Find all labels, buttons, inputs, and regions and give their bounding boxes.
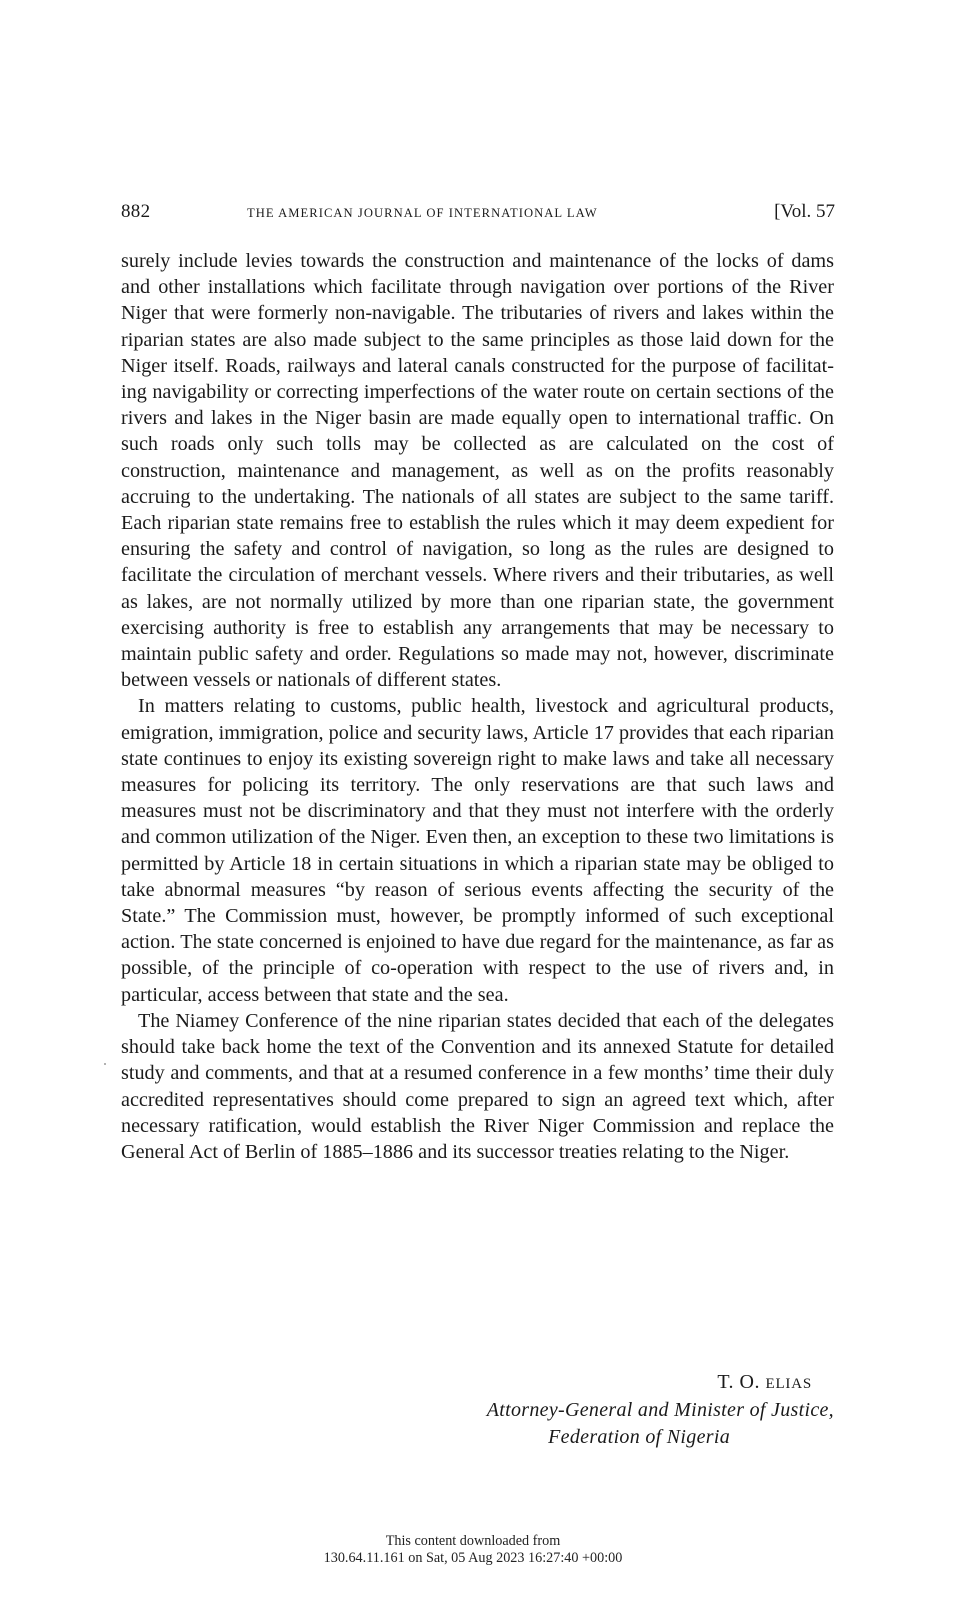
footer-line-2: 130.64.11.161 on Sat, 05 Aug 2023 16:27:40 +00:00 bbox=[323, 1549, 623, 1566]
download-footer bbox=[0, 1533, 946, 1566]
footer-line-1: This content downloaded from bbox=[385, 1533, 561, 1549]
author-organization: Federation of Nigeria bbox=[548, 1426, 730, 1448]
running-title: THE AMERICAN JOURNAL OF INTERNATIONAL LAW bbox=[247, 206, 598, 220]
paragraph-2: In matters relating to customs, public health, livestock and agricultural products, emigration, immigration, police and security laws, Article 17 provides that each riparian state continues to enjoy its existing sovereign right to make laws and take all necessary measures for policing its territory. The only reservations are that such laws and measures must not be discriminatory and that they must not interfere with the orderly and common utilization of the Niger. Even then, an exception to these two limitations is permitted by Article 18 in certain situations in which a riparian state may be obliged to take abnormal measures “by reason of serious events affecting the security of the State.” The Commission must, however, be promptly informed of such exceptional action. The state concerned is enjoined to have due regard for the maintenance, as far as possible, of the principle of co-operation with respect to the use of rivers and, in particular, access between that state and the sea. bbox=[121, 695, 834, 1006]
paragraph-3: The Niamey Conference of the nine riparian states decided that each of the delegates should take back home the text of the Convention and its annexed Statute for detailed study and comments, and that at a resumed conference in a few months’ time their duly accredited representatives should come prepared to sign an agreed text which, after necessary ratification, would establish the River Niger Commission and replace the General Act of Berlin of 1885–1886 and its successor treaties relating to the Niger. bbox=[121, 1009, 834, 1163]
page-number: 882 bbox=[121, 201, 151, 222]
paragraph-1: surely include levies towards the construction and maintenance of the locks of dams and other installations which facilitate through navigation over portions of the River Niger that were formerly non-navigable. The tributaries of rivers and lakes within the riparian states are also made subject to the same principles as those laid down for the Niger itself. Roads, railways and lateral canals constructed for the purpose of facilitating navigability or correcting imperfections of the water route on certain sections of the rivers and lakes in the Niger basin are made equally open to international traffic. On such roads only such tolls may be collected as are calculated on the cost of construction, maintenance and management, as well as on the profits reasonably accruing to the undertaking. The nationals of all states are subject to the same tariff. Each riparian state remains free to establish the rules which it may deem expedient for ensuring the safety and control of navigation, so long as the rules are designed to facilitate the circulation of merchant vessels. Where rivers and their tributaries, as well as lakes, are not normally utilized by more than one riparian state, the government exercising authority is free to establish any arrangements that may be necessary to maintain public safety and order. Regulations so made may not, however, discriminate between vessels or nationals of different states. bbox=[121, 250, 834, 692]
author-surname: ELIAS bbox=[765, 1376, 812, 1392]
page-header bbox=[121, 201, 835, 227]
scan-artifact-dot bbox=[104, 1063, 106, 1065]
article-body bbox=[121, 248, 834, 1165]
author-initials: T. O. bbox=[717, 1371, 766, 1393]
author-title: Attorney-General and Minister of Justice, bbox=[486, 1399, 834, 1421]
volume-label: [Vol. 57 bbox=[774, 201, 835, 222]
author-name bbox=[717, 1371, 812, 1394]
